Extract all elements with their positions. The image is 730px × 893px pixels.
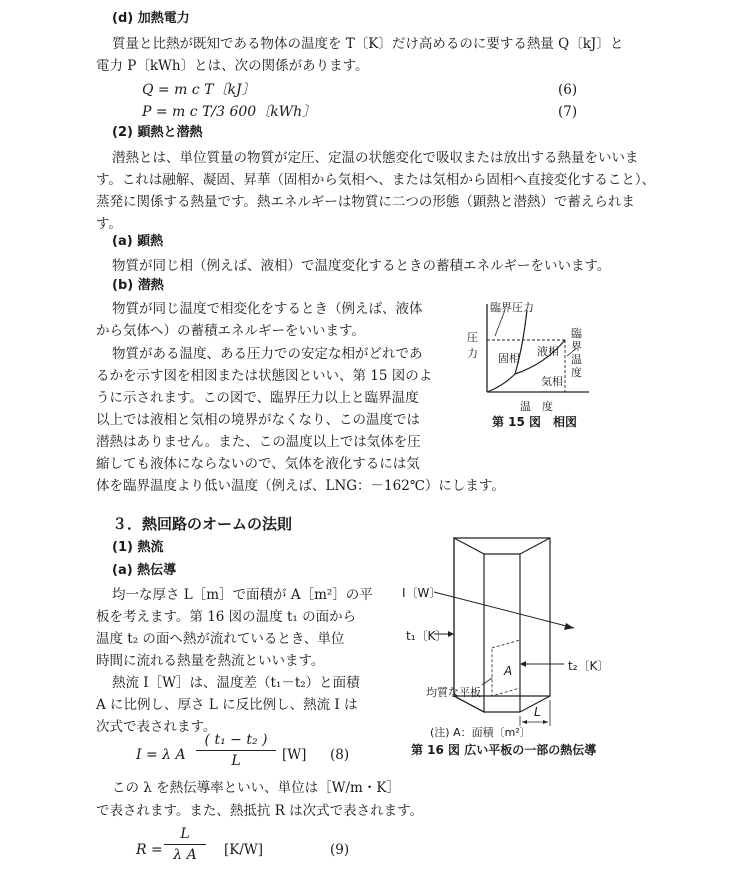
figure-16-note: (注) A：面積〔m²〕 bbox=[430, 726, 531, 739]
label-thickness: L bbox=[534, 705, 541, 719]
label-pressure-axis: 圧 力 bbox=[467, 331, 489, 360]
equation-9-fraction bbox=[164, 826, 206, 863]
fraction-bar bbox=[164, 844, 206, 845]
equation-number: (8) bbox=[330, 747, 350, 763]
fraction-numerator: L bbox=[180, 826, 190, 842]
paragraph-line: す。これは融解、凝固、昇華（固相から気相へ、または気相から固相へ直接変化すること）、 bbox=[96, 172, 656, 188]
paragraph-line: うに示されます。この図で、臨界圧力以上と臨界温度 bbox=[96, 390, 419, 406]
paragraph-line: 体を臨界温度より低い温度（例えば、LNG：－162℃）にします。 bbox=[96, 478, 505, 494]
heading-thermal-ohm-law: ３．熱回路のオームの法則 bbox=[112, 515, 293, 533]
label-liquid: 液相 bbox=[537, 345, 559, 358]
paragraph-line: す。 bbox=[96, 216, 122, 232]
paragraph-line: この λ を熱伝導率といい、単位は［W/m・K］ bbox=[112, 780, 400, 796]
paragraph-line: 温度 t₂ の面へ熱が流れているとき、単位 bbox=[96, 631, 345, 647]
label-critical-pressure: 臨界圧力 bbox=[490, 301, 534, 314]
paragraph-line: 縮しても液体にならないので、気体を液化するには気 bbox=[96, 456, 420, 472]
paragraph-line: から気体へ）の蓄積エネルギーをいいます。 bbox=[96, 323, 365, 339]
equation-8-fraction bbox=[196, 732, 276, 769]
paragraph-line: 物質が同じ温度で相変化をするとき（例えば、液体 bbox=[112, 301, 423, 317]
paragraph-line: で表されます。また、熱抵抗 R は次式で表されます。 bbox=[96, 803, 424, 819]
paragraph-line: 蒸発に関係する熱量です。熱エネルギーは物質に二つの形態（顕熱と潜熱）で蓄えられま bbox=[96, 194, 635, 210]
paragraph-line: 潜熱はありません。また、この温度以上では気体を圧 bbox=[96, 434, 421, 450]
heading-heating-power: (d) 加熱電力 bbox=[112, 11, 190, 26]
paragraph-line: 潜熱とは、単位質量の物質が定圧、定温の状態変化で吸収または放出する熱量をいいま bbox=[112, 150, 639, 166]
fraction-denominator: L bbox=[231, 753, 241, 769]
label-solid: 固相 bbox=[498, 352, 520, 365]
label-area: A bbox=[504, 664, 513, 678]
label-uniform-plate: 均質な平板 bbox=[426, 686, 481, 699]
heading-latent-heat: (b) 潜熱 bbox=[112, 278, 164, 293]
equation-8-unit: [W] bbox=[282, 747, 307, 763]
paragraph-line: 板を考えます。第 16 図の温度 t₁ の面から bbox=[96, 609, 357, 625]
label-temp-axis: 温 度 bbox=[520, 400, 553, 413]
paragraph-line: るかを示す図を相図または状態図といい、第 15 図のよ bbox=[96, 368, 433, 384]
heading-heat-flow: (1) 熱流 bbox=[112, 540, 164, 555]
equation-number: (6) bbox=[558, 82, 578, 98]
figure-15-caption: 第 15 図 相図 bbox=[492, 415, 578, 429]
label-critical-temp: 臨界温度 bbox=[571, 327, 582, 379]
equation-9-lhs: R = bbox=[136, 842, 163, 858]
paragraph-line: 熱流 I［W］は、温度差（t₁－t₂）と面積 bbox=[112, 675, 360, 691]
paragraph-line: 次式で表されます。 bbox=[96, 719, 217, 735]
heading-sensible-latent: (2) 顕熱と潜熱 bbox=[112, 125, 203, 140]
equation-9-unit: [K/W] bbox=[224, 842, 264, 858]
label-heat-flow: I〔W〕 bbox=[402, 586, 442, 600]
paragraph-line: A に比例し、厚さ L に反比例し、熱流 I は bbox=[96, 697, 358, 713]
slab-back-face bbox=[454, 538, 550, 696]
equation-number: (9) bbox=[330, 842, 350, 858]
paragraph-line: 均一な厚さ L［m］で面積が A［m²］の平 bbox=[112, 587, 373, 603]
paragraph-line: 物質がある温度、ある圧力での安定な相がどれであ bbox=[112, 346, 423, 362]
equation-6: Q = m c T〔kJ〕 bbox=[142, 82, 256, 98]
paragraph-line: 質量と比熱が既知である物体の温度を T〔K〕だけ高めるのに要する熱量 Q〔kJ〕と bbox=[112, 36, 624, 52]
fraction-numerator: ( t₁ − t₂ ) bbox=[204, 732, 268, 748]
paragraph-line: 以上では液相と気相の境界がなくなり、この温度では bbox=[96, 412, 420, 428]
fraction-bar bbox=[196, 750, 276, 751]
label-t1: t₁〔K〕 bbox=[406, 629, 448, 643]
paragraph-line: 電力 P〔kWh〕とは、次の関係があります。 bbox=[96, 58, 369, 74]
equation-8-lhs: I = λ A bbox=[136, 747, 186, 763]
heading-conduction: (a) 熱伝導 bbox=[112, 563, 177, 578]
label-t2: t₂〔K〕 bbox=[568, 659, 610, 673]
heat-flow-arrow bbox=[434, 592, 574, 628]
label-gas: 気相 bbox=[541, 375, 563, 388]
equation-7: P = m c T/3 600〔kWh〕 bbox=[142, 104, 317, 120]
paragraph-line: 物質が同じ相（例えば、液相）で温度変化するときの蓄積エネルギーをいいます。 bbox=[112, 258, 611, 274]
figure-16-caption: 第 16 図 広い平板の一部の熱伝導 bbox=[411, 743, 597, 757]
heading-sensible-heat: (a) 顕熱 bbox=[112, 234, 164, 249]
equation-number: (7) bbox=[558, 104, 578, 120]
fraction-denominator: λ A bbox=[173, 847, 197, 863]
paragraph-line: 時間に流れる熱量を熱流といいます。 bbox=[96, 653, 325, 669]
